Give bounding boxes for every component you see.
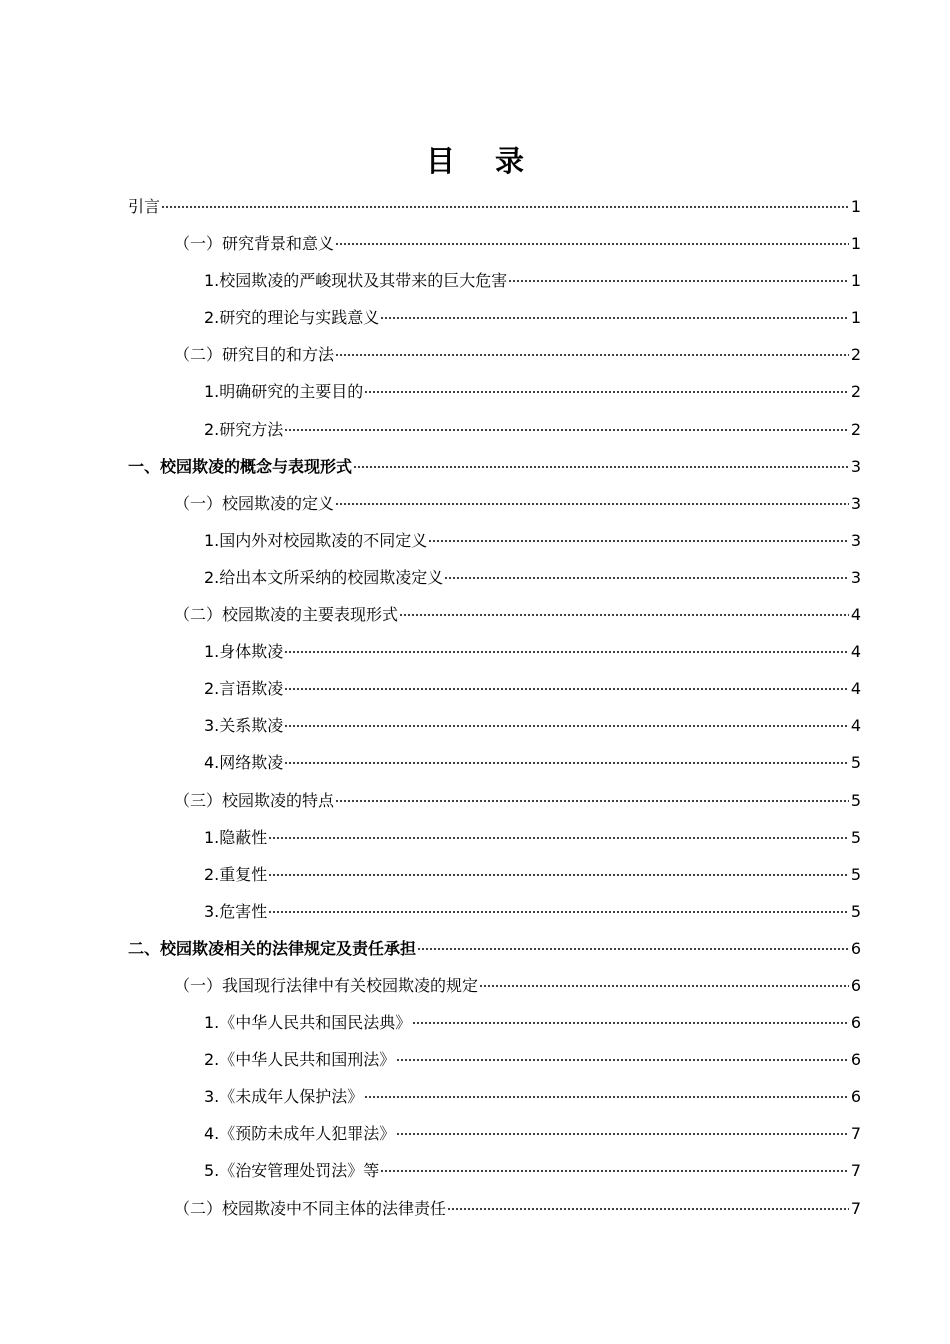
toc-entry-level-1[interactable]	[128, 448, 861, 485]
toc-entry-title: 2.《中华人民共和国刑法》	[204, 1050, 396, 1070]
toc-entry-page-number: 5	[850, 827, 861, 847]
dot-leader	[284, 725, 849, 727]
toc-entry-level-3[interactable]	[128, 559, 861, 596]
toc-entry-page-number: 4	[850, 605, 861, 625]
toc-entry-level-2[interactable]	[128, 782, 861, 819]
toc-entry-title: 二、校园欺凌相关的法律规定及责任承担	[128, 938, 417, 958]
toc-entry-level-3[interactable]	[128, 1004, 861, 1041]
dot-leader	[284, 429, 849, 431]
toc-entry-page-number: 1	[850, 234, 861, 254]
toc-entry-level-1[interactable]	[128, 930, 861, 967]
dot-leader	[268, 911, 849, 913]
toc-entry-page-number: 1	[850, 197, 861, 216]
toc-entry-level-3[interactable]	[128, 522, 861, 559]
toc-entry-page-number: 4	[850, 642, 861, 662]
toc-entry-level-2[interactable]	[128, 336, 861, 373]
toc-entry-level-3[interactable]	[128, 670, 861, 707]
dot-leader	[364, 391, 849, 393]
toc-entry-page-number: 3	[850, 493, 861, 513]
toc-title: 目录	[425, 144, 564, 179]
toc-list	[128, 188, 861, 1227]
dot-leader	[380, 1170, 849, 1172]
toc-entry-page-number: 7	[850, 1124, 861, 1144]
toc-entry-page-number: 4	[850, 679, 861, 699]
toc-entry-page-number: 3	[850, 567, 861, 587]
toc-entry-title: 3.《未成年人保护法》	[204, 1087, 364, 1107]
toc-entry-page-number: 7	[850, 1161, 861, 1181]
toc-entry-title: 4.网络欺凌	[204, 753, 284, 773]
toc-entry-page-number: 1	[850, 308, 861, 328]
toc-entry-level-3[interactable]	[128, 411, 861, 448]
toc-entry-page-number: 3	[850, 530, 861, 550]
dot-leader	[335, 800, 849, 802]
toc-entry-title: 2.研究的理论与实践意义	[204, 308, 380, 328]
toc-entry-level-3[interactable]	[128, 819, 861, 856]
toc-entry-page-number: 2	[850, 345, 861, 365]
toc-entry-page-number: 5	[850, 753, 861, 773]
toc-entry-title: （一）研究背景和意义	[174, 234, 335, 254]
toc-entry-page-number: 3	[850, 456, 861, 476]
dot-leader	[364, 1096, 849, 1098]
toc-entry-level-3[interactable]	[128, 373, 861, 410]
toc-entry-title: （一）校园欺凌的定义	[174, 493, 335, 513]
toc-entry-level-3[interactable]	[128, 1078, 861, 1115]
dot-leader	[335, 243, 849, 245]
toc-entry-title: 1.《中华人民共和国民法典》	[204, 1013, 412, 1033]
dot-leader	[353, 466, 849, 468]
dot-leader	[428, 540, 849, 542]
toc-entry-level-2[interactable]	[128, 967, 861, 1004]
toc-entry-level-2[interactable]	[128, 485, 861, 522]
toc-entry-title: 1.国内外对校园欺凌的不同定义	[204, 530, 428, 550]
dot-leader	[335, 503, 849, 505]
dot-leader	[335, 354, 849, 356]
toc-entry-title: 3.危害性	[204, 901, 268, 921]
toc-entry-page-number: 5	[850, 864, 861, 884]
toc-entry-title: 1.校园欺凌的严峻现状及其带来的巨大危害	[204, 271, 508, 291]
toc-entry-title: （二）研究目的和方法	[174, 345, 335, 365]
toc-entry-page-number: 4	[850, 716, 861, 736]
toc-entry-level-3[interactable]	[128, 262, 861, 299]
dot-leader	[412, 1022, 849, 1024]
toc-entry-page-number: 6	[850, 1013, 861, 1033]
toc-entry-page-number: 2	[850, 382, 861, 402]
dot-leader	[508, 280, 849, 282]
dot-leader	[380, 317, 849, 319]
toc-entry-page-number: 6	[850, 1050, 861, 1070]
toc-entry-title: （一）我国现行法律中有关校园欺凌的规定	[174, 975, 479, 995]
dot-leader	[399, 614, 849, 616]
dot-leader	[396, 1133, 849, 1135]
toc-entry-level-3[interactable]	[128, 707, 861, 744]
dot-leader	[417, 948, 849, 950]
toc-entry-level-3[interactable]	[128, 1041, 861, 1078]
toc-entry-level-1[interactable]	[128, 188, 861, 225]
toc-entry-title: 3.关系欺凌	[204, 716, 284, 736]
toc-entry-level-3[interactable]	[128, 893, 861, 930]
toc-entry-page-number: 6	[850, 938, 861, 958]
dot-leader	[284, 762, 849, 764]
toc-entry-level-2[interactable]	[128, 225, 861, 262]
dot-leader	[447, 1208, 849, 1210]
toc-entry-level-2[interactable]	[128, 596, 861, 633]
toc-entry-level-3[interactable]	[128, 1152, 861, 1189]
dot-leader	[268, 837, 849, 839]
toc-entry-title: 引言	[128, 197, 161, 216]
toc-entry-title: 2.重复性	[204, 864, 268, 884]
toc-entry-level-3[interactable]	[128, 299, 861, 336]
toc-entry-title: 2.给出本文所采纳的校园欺凌定义	[204, 567, 444, 587]
dot-leader	[444, 577, 849, 579]
toc-entry-level-2[interactable]	[128, 1190, 861, 1227]
toc-entry-page-number: 6	[850, 1087, 861, 1107]
toc-entry-title: 1.隐蔽性	[204, 827, 268, 847]
toc-entry-title: 1.身体欺凌	[204, 642, 284, 662]
dot-leader	[396, 1059, 849, 1061]
toc-entry-page-number: 1	[850, 271, 861, 291]
toc-entry-title: 5.《治安管理处罚法》等	[204, 1161, 380, 1181]
toc-entry-title: 2.言语欺凌	[204, 679, 284, 699]
dot-leader	[284, 651, 849, 653]
toc-entry-level-3[interactable]	[128, 633, 861, 670]
toc-entry-level-3[interactable]	[128, 1115, 861, 1152]
dot-leader	[284, 688, 849, 690]
toc-entry-title: 2.研究方法	[204, 419, 284, 439]
toc-entry-page-number: 5	[850, 790, 861, 810]
dot-leader	[479, 985, 849, 987]
dot-leader	[268, 874, 849, 876]
toc-entry-level-3[interactable]	[128, 856, 861, 893]
toc-entry-title: （二）校园欺凌中不同主体的法律责任	[174, 1198, 447, 1218]
toc-entry-page-number: 5	[850, 901, 861, 921]
toc-entry-title: （三）校园欺凌的特点	[174, 790, 335, 810]
toc-entry-page-number: 2	[850, 419, 861, 439]
toc-entry-title: 一、校园欺凌的概念与表现形式	[128, 456, 353, 476]
toc-entry-title: （二）校园欺凌的主要表现形式	[174, 605, 399, 625]
toc-entry-level-3[interactable]	[128, 744, 861, 781]
toc-entry-page-number: 6	[850, 975, 861, 995]
dot-leader	[161, 206, 849, 208]
toc-entry-title: 1.明确研究的主要目的	[204, 382, 364, 402]
toc-entry-page-number: 7	[850, 1198, 861, 1218]
toc-entry-title: 4.《预防未成年人犯罪法》	[204, 1124, 396, 1144]
